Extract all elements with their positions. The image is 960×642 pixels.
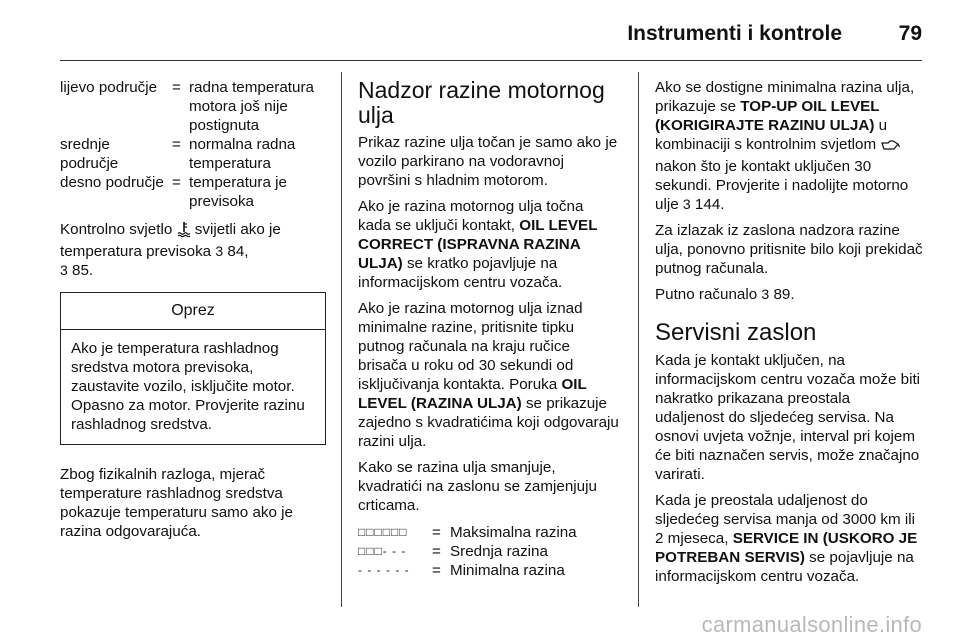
reference-arrow-icon: 3 <box>215 243 224 259</box>
level-row <box>358 542 577 561</box>
paragraph: Kada je kontakt uključen, na informacijskom centru vozača može biti nakratko prikazana preostala udaljenost do sljedećeg servisa. Na osnovi uvjeta vožnje, interval pri kojem će biti naznačen servis, može značajno varirati. <box>655 352 921 483</box>
temp-row-label: desno područje <box>60 174 164 191</box>
paragraph <box>358 299 620 451</box>
display-message: OIL LEVEL (RAZINA ULJA) <box>358 376 587 412</box>
temp-row-label: lijevo područje <box>60 79 158 96</box>
header-title: Instrumenti i kontrole <box>627 22 842 45</box>
temp-row <box>60 173 326 211</box>
text: Kada je preostala udaljenost do sljedećeg servisa manja od 3000 km ili 2 mjeseca, <box>655 492 916 547</box>
oil-level-table <box>358 523 577 580</box>
watermark: carmanualsonline.info <box>701 612 922 637</box>
temp-row <box>60 135 326 173</box>
paragraph <box>655 285 923 304</box>
column-1 <box>60 78 326 548</box>
text: Ako je razina motornog ulja točna kada se uključi kontakt, <box>358 198 584 234</box>
level-eq: = <box>432 543 441 560</box>
level-eq: = <box>432 524 441 541</box>
warning-text-post: svijetli ako je temperatura previsoka <box>60 221 281 260</box>
reference-arrow-icon: 3 <box>761 286 770 302</box>
caution-text: Ako je temperatura rashladnog sredstva motora previsoka, zaustavite vozilo, isključite motor. Opasno za motor. Provjerite razinu rashladnog sredstva. <box>71 340 305 433</box>
warning-light-text <box>60 220 326 280</box>
level-label: Minimalna razina <box>450 562 565 579</box>
temp-row-desc: temperatura je previsoka <box>189 174 287 210</box>
column-divider-2 <box>638 72 639 607</box>
physics-note: Zbog fizikalnih razloga, mjerač temperature rashladnog sredstva pokazuje temperaturu samo ako je razina odgovarajuća. <box>60 466 294 540</box>
reference-arrow-icon: 3 <box>60 262 68 278</box>
column-divider-1 <box>341 72 342 607</box>
temp-row-desc: normalna radna temperatura <box>189 136 296 172</box>
reference-arrow-icon: 3 <box>682 196 691 212</box>
level-eq: = <box>432 562 441 579</box>
page-number: 79 <box>898 22 922 45</box>
display-message: TOP-UP OIL LEVEL (KORIGIRAJTE RAZINU ULJA) <box>655 98 880 134</box>
level-symbols: - - - - - - <box>358 563 410 577</box>
paragraph <box>655 78 923 214</box>
text: Putno računalo <box>655 286 758 303</box>
temp-row-eq: = <box>172 79 181 96</box>
caution-box <box>60 292 326 445</box>
text: se kratko pojavljuje na informacijskom centru vozača. <box>358 255 563 291</box>
text: Ako se dostigne minimalna razina ulja, prikazuje se <box>655 79 915 115</box>
display-message: OIL LEVEL CORRECT (ISPRAVNA RAZINA ULJA) <box>358 217 598 272</box>
column-2 <box>358 78 620 580</box>
temp-row-eq: = <box>172 174 181 191</box>
temp-row-eq: = <box>172 136 181 153</box>
caution-title: Oprez <box>61 293 325 330</box>
text: se pojavljuje na informacijskom centru vozača. <box>655 549 914 585</box>
level-row <box>358 561 577 580</box>
page-ref[interactable]: 85. <box>72 262 94 279</box>
level-label: Srednja razina <box>450 543 548 560</box>
coolant-temperature-icon <box>177 221 191 242</box>
level-symbols: □□□- - - <box>358 544 407 558</box>
warning-text-pre: Kontrolno svjetlo <box>60 221 173 238</box>
level-symbols: □□□□□□ <box>358 525 408 539</box>
oil-can-icon <box>880 138 900 157</box>
display-message: SERVICE IN (USKORO JE POTREBAN SERVIS) <box>655 530 918 566</box>
page-ref[interactable]: 89. <box>773 286 795 303</box>
temp-row-desc: radna temperatura motora još nije postignuta <box>189 79 314 134</box>
page-ref[interactable]: 144. <box>694 196 725 213</box>
temp-row <box>60 78 326 135</box>
paragraph: Kako se razina ulja smanjuje, kvadratići na zaslonu se zamjenjuju crticama. <box>358 459 597 514</box>
section-heading-oil-level: Nadzor razine motornog ulja <box>358 77 605 128</box>
column-3 <box>655 78 923 593</box>
paragraph <box>655 491 923 586</box>
paragraph: Za izlazak iz zaslona nadzora razine ulja, ponovno pritisnite bilo koji prekidač putnog računala. <box>655 222 923 277</box>
header-rule <box>60 60 922 61</box>
text: nakon što je kontakt uključen 30 sekundi. Provjerite i nadolijte motorno ulje <box>655 158 909 213</box>
temperature-range-table <box>60 78 326 211</box>
level-row <box>358 523 577 542</box>
page-header <box>60 18 922 58</box>
paragraph: Prikaz razine ulja točan je samo ako je vozilo parkirano na vodoravnoj površini s hladnim motorom. <box>358 134 618 189</box>
text: se prikazuje zajedno s kvadratićima koji odgovaraju razini ulja. <box>358 395 619 450</box>
section-heading-service: Servisni zaslon <box>655 319 817 346</box>
level-label: Maksimalna razina <box>450 524 577 541</box>
paragraph <box>358 197 620 292</box>
text: u kombinaciji s kontrolnim svjetlom <box>655 117 888 153</box>
temp-row-label: srednje područje <box>60 136 119 172</box>
text: Ako je razina motornog ulja iznad minimalne razine, pritisnite tipku putnog računala na kraju ručice brisača u roku od 30 sekundi od isključivanja kontakta. Poruka <box>358 300 583 393</box>
page-ref[interactable]: 84, <box>227 243 249 260</box>
